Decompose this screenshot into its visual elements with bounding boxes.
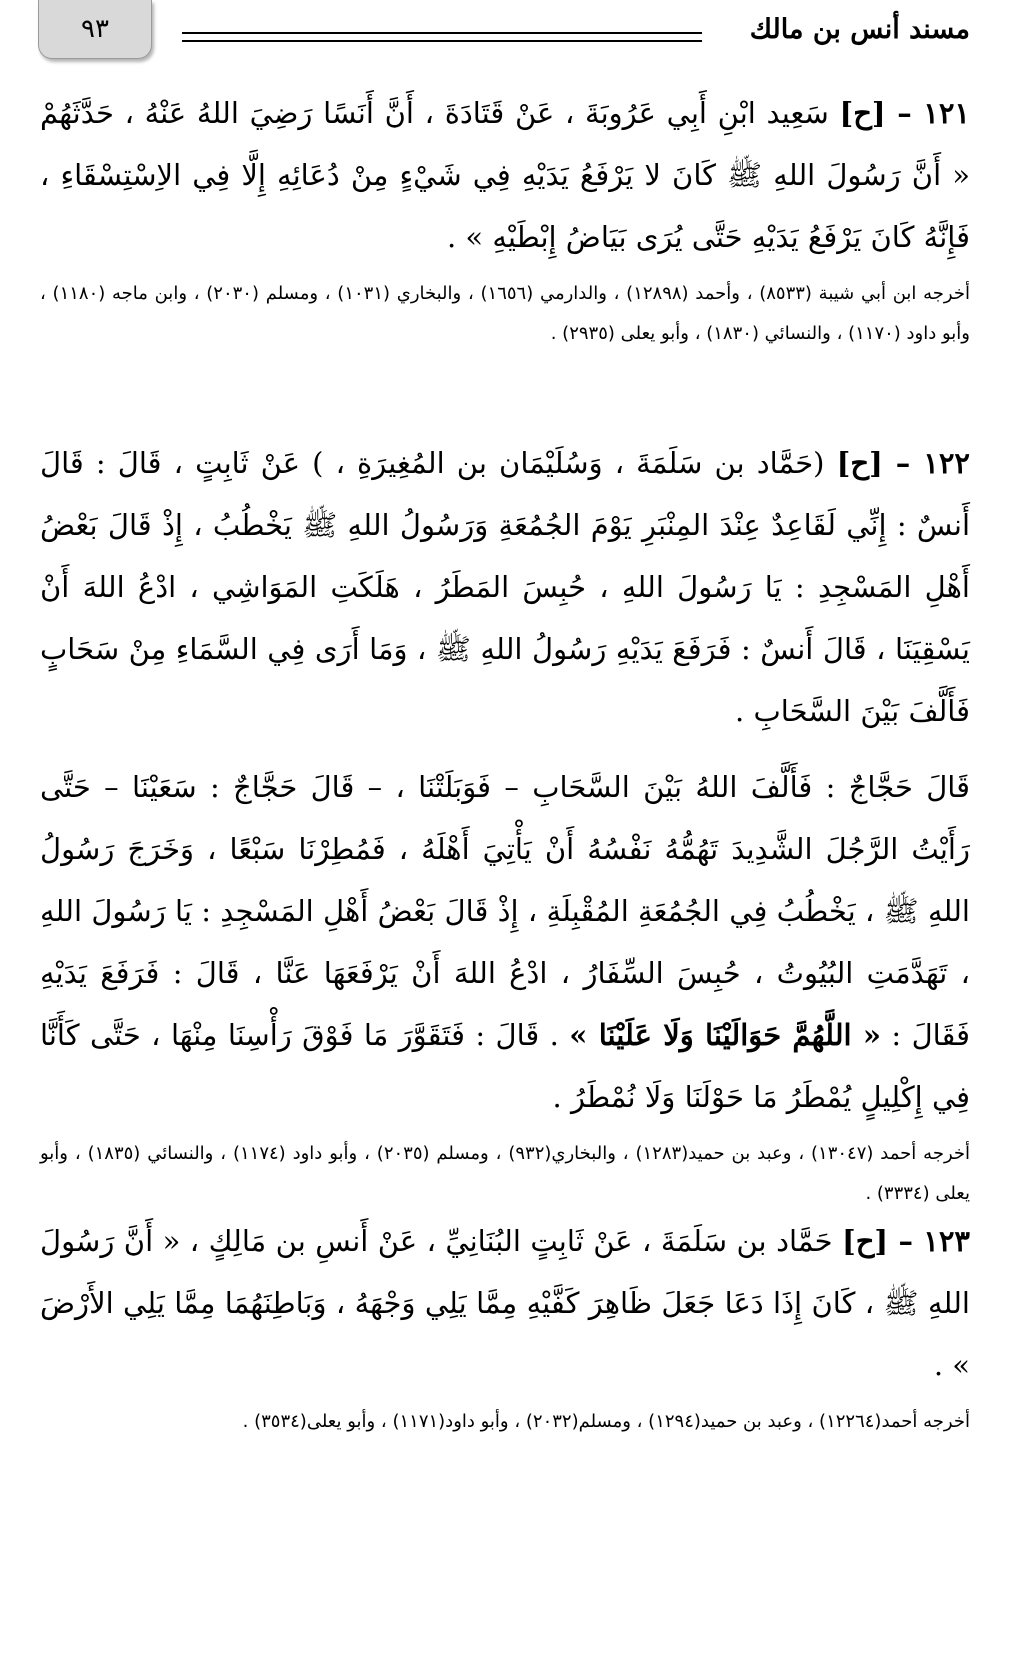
hadith-text <box>40 82 970 268</box>
hadith-body-continued: قَالَ حَجَّاجٌ : فَأَلَّفَ اللهُ بَيْنَ السَّحَابِ – فَوَبَلَتْنَا ، – قَالَ حَجَّاجٌ : سَعَيْنَا – حَتَّى رَأَيْتُ الرَّجُلَ الشَّدِيدَ تَهُمُّهُ نَفْسُهُ أَنْ يَأْتِيَ أَهْلَهُ ، فَمُطِرْنَا سَبْعًا ، وَخَرَجَ رَسُولُ اللهِ ﷺ ، يَخْطُبُ فِي الجُمُعَةِ المُقْبِلَةِ ، إِذْ قَالَ بَعْضُ أَهْلِ المَسْجِدِ : يَا رَسُولَ اللهِ ، تَهَدَّمَتِ البُيُوتُ ، حُبِسَ السِّفَارُ ، ادْعُ اللهَ أَنْ يَرْفَعَهَا عَنَّا ، قَالَ : فَرَفَعَ يَدَيْهِ فَقَالَ : <box>40 770 971 1052</box>
hadith-body-ending: . قَالَ : فَتَقَوَّرَ مَا فَوْقَ رَأْسِنَا مِنْهَا ، حَتَّى كَأَنَّا فِي إِكْلِيلٍ يُمْطَرُ مَا حَوْلَنَا وَلَا نُمْطَرُ . <box>40 1018 970 1114</box>
hadith-number: ١٢١ – [ح] <box>839 96 971 130</box>
hadith-second-paragraph <box>40 756 970 1128</box>
hadith-body: (حَمَّاد بن سَلَمَةَ ، وَسُلَيْمَان بن المُغِيرَةِ ، ) عَنْ ثَابِتٍ ، قَالَ : قَالَ أَنسٌ : إِنِّي لَقَاعِدٌ عِنْدَ المِنْبَرِ يَوْمَ الجُمُعَةِ وَرَسُولُ اللهِ ﷺ يَخْطُبُ ، إِذْ قَالَ بَعْضُ أَهْلِ المَسْجِدِ : يَا رَسُولَ اللهِ ، حُبِسَ المَطَرُ ، هَلَكَتِ المَوَاشِي ، ادْعُ اللهَ أَنْ يَسْقِيَنَا ، قَالَ أَنسٌ : فَرَفَعَ يَدَيْهِ رَسُولُ اللهِ ﷺ ، وَمَا أَرَى فِي السَّمَاءِ مِنْ سَحَابٍ فَأَلَّفَ بَيْنَ السَّحَابِ . <box>40 446 970 728</box>
hadith-takhrij: أخرجه أحمد(١٢٢٦٤) ، وعبد بن حميد(١٢٩٤) ، ومسلم(٢٠٣٢) ، وأبو داود(١١٧١) ، وأبو يعلى(٣٥٣٤) . <box>242 1411 970 1432</box>
hadith-takhrij: أخرجه ابن أبي شيبة (٨٥٣٣) ، وأحمد (١٢٨٩٨) ، والدارمي (١٦٥٦) ، والبخاري (١٠٣١) ، ومسلم (٢٠٣٠) ، وابن ماجه (١١٨٠) ، وأبو داود (١١٧٠) ، والنسائي (١٨٣٠) ، وأبو يعلى (٢٩٣٥) . <box>40 283 970 344</box>
hadith-body: سَعِيد ابْنِ أَبِي عَرُوبَةَ ، عَنْ قَتَادَةَ ، أَنَّ أَنَسًا رَضِيَ اللهُ عَنْهُ ، حَدَّثَهُمْ « أَنَّ رَسُولَ اللهِ ﷺ كَانَ لا يَرْفَعُ يَدَيْهِ فِي شَيْءٍ مِنْ دُعَائِهِ إِلَّا فِي الاِسْتِسْقَاءِ ، فَإِنَّهُ كَانَ يَرْفَعُ يَدَيْهِ حَتَّى يُرَى بَيَاضُ إِبْطَيْهِ » . <box>40 96 970 254</box>
running-title: مسند أنس بن مالك <box>749 14 970 45</box>
header-double-rule <box>182 32 702 42</box>
page-header <box>0 0 1010 80</box>
hadith-121 <box>40 82 970 354</box>
hadith-122 <box>40 432 970 1214</box>
page-number: ٩٣ <box>81 14 109 44</box>
page-number-tab <box>38 0 152 59</box>
hadith-body: حَمَّاد بن سَلَمَةَ ، عَنْ ثَابِتٍ البُنَانِيِّ ، عَنْ أَنسِ بن مَالِكٍ ، « أَنَّ رَسُولَ اللهِ ﷺ ، كَانَ إِذَا دَعَا جَعَلَ ظَاهِرَ كَفَّيْهِ مِمَّا يَلِي وَجْهَهُ ، وَبَاطِنَهُمَا مِمَّا يَلِي الأَرْضَ » . <box>40 1224 970 1382</box>
dua-bold-text: « اللَّهُمَّ حَوَالَيْنَا وَلَا عَلَيْنَا » <box>569 1018 881 1052</box>
hadith-text <box>40 432 970 742</box>
hadith-text <box>40 1210 970 1396</box>
hadith-takhrij: أخرجه أحمد (١٣٠٤٧) ، وعبد بن حميد(١٢٨٣) ، والبخاري(٩٣٢) ، ومسلم (٢٠٣٥) ، وأبو داود (١١٧٤) ، والنسائي (١٨٣٥) ، وأبو يعلى (٣٣٣٤) . <box>40 1143 971 1204</box>
hadith-number: ١٢٣ – [ح] <box>841 1224 971 1258</box>
hadith-123 <box>40 1210 970 1442</box>
hadith-number: ١٢٢ – [ح] <box>836 446 970 480</box>
